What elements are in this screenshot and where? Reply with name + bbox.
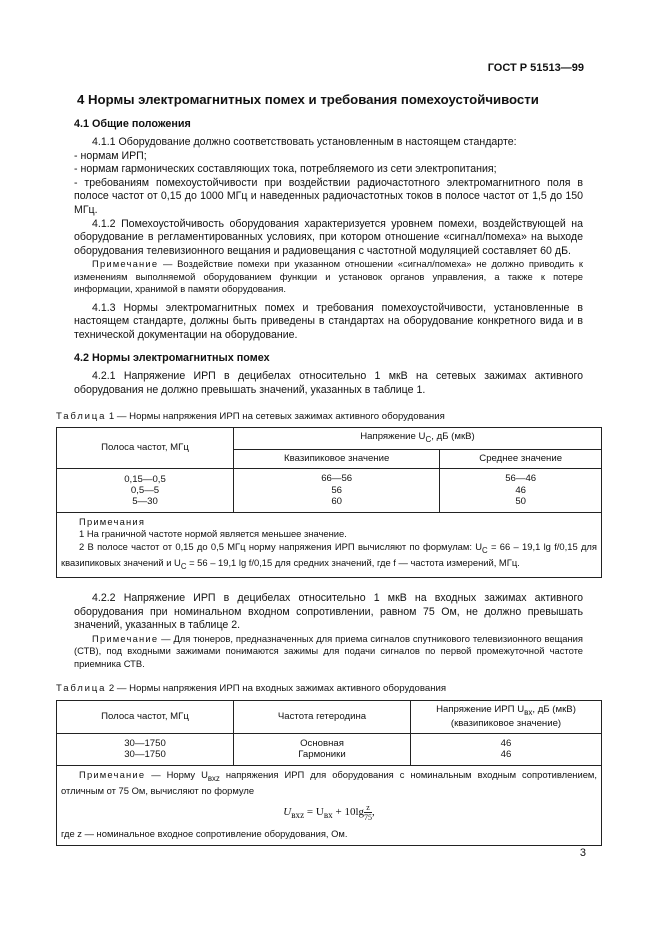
formula-part: U <box>283 806 292 819</box>
formula-part: + 10lg <box>332 806 364 819</box>
header-text: (квазипиковое значение) <box>450 718 562 730</box>
subsection-4-1-title: 4.1 Общие положения <box>74 118 191 130</box>
note-part: 2 В полосе частот от 0,15 до 0,5 МГц норму напряжения ИРП вычисляют по формулам: U <box>79 540 483 552</box>
col-header-freq: Полоса частот, МГц <box>57 428 234 469</box>
list-item: - нормам гармонических составляющих тока, потребляемого из сети электропитания; <box>74 163 497 176</box>
subsection-4-2-title: 4.2 Нормы электромагнитных помех <box>74 352 270 365</box>
note-4-2-2 <box>74 633 583 670</box>
col-header-lo: Частота гетеродина <box>234 700 411 733</box>
cell-value: 56 <box>331 484 342 496</box>
header-sub: C <box>425 435 432 445</box>
cell-value: 30—1750 <box>124 749 166 761</box>
header-sub: вх <box>524 708 533 718</box>
note-sub: вхz <box>207 773 220 783</box>
col-header-voltage <box>411 700 602 733</box>
formula-sub: вхz <box>291 810 305 821</box>
para-4-2-1: 4.2.1 Напряжение ИРП в децибелах относительно 1 мкВ на сетевых зажимах активного оборудования не должно превышать значений, указанных в таблице 1. <box>74 370 583 396</box>
col-header-freq: Полоса частот, МГц <box>57 700 234 733</box>
caption-label: Таблица <box>56 410 107 422</box>
list-item: - нормам ИРП; <box>74 149 147 162</box>
cell-value: 46 <box>500 749 512 761</box>
cell-value: Основная <box>300 737 344 749</box>
cell-value: 66—56 <box>321 473 353 485</box>
cell-value: 60 <box>331 495 342 507</box>
col-header-avg: Среднее значение <box>440 449 602 468</box>
note-sub: C <box>482 545 488 555</box>
cell-value: 46 <box>500 737 512 749</box>
formula-part: = U <box>304 806 324 819</box>
formula-where: где z — номинальное входное сопротивление оборудования, Ом. <box>61 828 348 840</box>
cell-avg <box>440 468 602 512</box>
cell-value: 5—30 <box>132 496 158 508</box>
table1-caption <box>56 410 583 424</box>
table-note <box>61 541 597 574</box>
header-unit: , дБ (мкВ) <box>431 431 475 443</box>
para-4-2-2: 4.2.2 Напряжение ИРП в децибелах относительно 1 мкВ на входных зажимах активного оборудования при номинальном входном сопротивлении, равном 75 Ом, не должно превышать значений, указанных в таблице 2. <box>74 592 583 632</box>
cell-value: 50 <box>515 495 526 507</box>
note-part: — Норму U <box>145 768 208 780</box>
cell-lo <box>234 733 411 765</box>
fraction-denominator: 75 <box>364 813 372 823</box>
col-header-voltage <box>234 428 602 450</box>
note-text: — Воздействие помехи при указанном отношении «сигнал/помеха» не должно приводить к изменениям выполняемой оборудованием функции и установок органов управления, а также к потере информации, хранимой в памяти оборудования. <box>74 258 583 295</box>
content <box>56 92 597 846</box>
note-label: Примечание <box>92 633 159 644</box>
header-text: Напряжение U <box>360 431 426 443</box>
para-4-1-2: 4.1.2 Помехоустойчивость оборудования характеризуется уровнем помехи, воздействующей на оборудование в регламентированных условиях, при котором отношение «сигнал/помеха» на выходе оборудования телевизионного вещания и радиовещания с частотной модуляцией составляет 60 дБ. <box>74 217 583 257</box>
caption-label: Таблица <box>56 683 107 695</box>
table1-notes <box>57 512 602 577</box>
note-4-1-2 <box>74 258 583 295</box>
note-part: = 56 – 19,1 lg f/0,15 для средних значений, где f — частота измерений, МГц. <box>186 556 520 568</box>
col-header-qp: Квазипиковое значение <box>234 449 440 468</box>
table-2 <box>56 700 602 846</box>
list-item: - требованиям помехоустойчивости при воздействии радиочастотного электромагнитного поля в полосе частот от 0,15 до 1000 МГц и наведенных радиочастотных токов в полосе частот от 1,5 до 150 МГц. <box>74 176 583 216</box>
note-part: = 66 – 19,1 lg f/0,15 для квазипиковых значений и U <box>61 540 597 568</box>
table-1 <box>56 427 602 578</box>
notes-label: Примечания <box>79 515 146 527</box>
note-text: — Для тюнеров, предназначенных для приема сигналов спутникового телевизионного вещания (СТВ), под входными зажимами понимаются зажимы для подачи сигналов по первой промежуточной частоте приемника СТВ. <box>74 633 583 669</box>
header-text: Напряжение ИРП U <box>436 704 525 716</box>
cell-val <box>411 733 602 765</box>
para-4-1-1: 4.1.1 Оборудование должно соответствовать установленным в настоящем стандарте: <box>92 136 517 148</box>
cell-qp <box>234 468 440 512</box>
header-unit: , дБ (мкВ) <box>532 704 576 716</box>
table2-caption <box>56 682 583 696</box>
standard-header: ГОСТ Р 51513—99 <box>487 62 584 74</box>
cell-freq <box>57 733 234 765</box>
formula-sub: вх <box>323 810 333 821</box>
formula-fraction <box>364 803 372 822</box>
page-number: 3 <box>579 847 586 859</box>
para-4-1-3: 4.1.3 Нормы электромагнитных помех и требования помехоустойчивости, установленные в настоящем стандарте, должны быть приведены в стандартах на оборудование конкретного вида и в технической документации на оборудование. <box>74 301 583 341</box>
table-note: 1 На граничной частоте нормой является меньшее значение. <box>79 528 347 540</box>
cell-value: 30—1750 <box>124 737 166 749</box>
table2-notes <box>57 765 602 845</box>
note-label: Примечание <box>79 768 146 780</box>
note-label: Примечание <box>92 258 159 270</box>
cell-freq <box>57 468 234 512</box>
cell-value: 46 <box>515 484 526 496</box>
table-note <box>61 769 597 798</box>
cell-value: 56—46 <box>505 473 537 485</box>
cell-value: 0,5—5 <box>130 485 160 497</box>
note-part: напряжения ИРП для оборудования с номинальным входным сопротивлением, отличным от 75 Ом, вычисляют по формуле <box>61 768 597 796</box>
fraction-numerator: z <box>364 803 372 813</box>
formula: $U_{вхz} = U_{вх} + 10\lg$ $\frac{z}{75}$ , <box>283 803 375 823</box>
caption-text: 2 — Нормы напряжения ИРП на входных зажимах активного оборудования <box>106 683 447 695</box>
cell-value: Гармоники <box>298 749 346 761</box>
cell-value: 0,15—0,5 <box>124 473 166 485</box>
section-title: 4 Нормы электромагнитных помех и требования помехоустойчивости <box>77 92 539 107</box>
note-sub: C <box>180 561 187 571</box>
caption-text: 1 — Нормы напряжения ИРП на сетевых зажимах активного оборудования <box>106 410 445 422</box>
